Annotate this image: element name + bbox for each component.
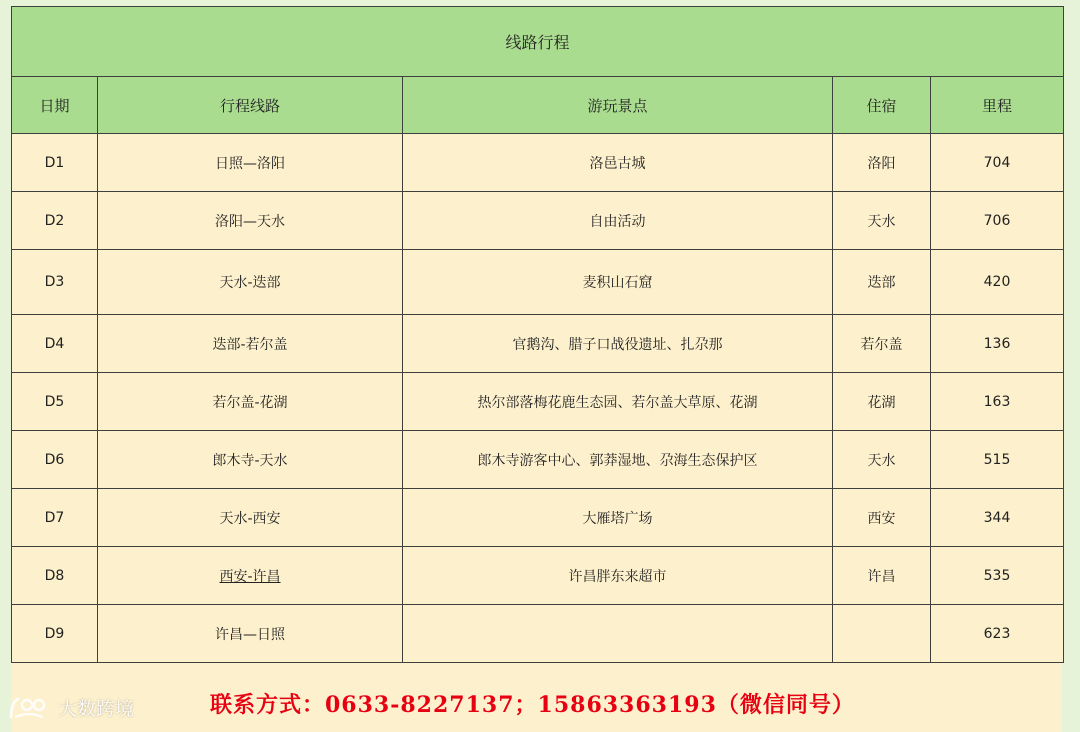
table-row — [12, 489, 1064, 547]
mileage-cell: 344 — [931, 489, 1064, 547]
table-row — [12, 431, 1064, 489]
table-row — [12, 605, 1064, 663]
route-cell: 迭部-若尔盖 — [98, 315, 403, 373]
day-cell: D7 — [12, 489, 98, 547]
day-cell: D6 — [12, 431, 98, 489]
route-cell: 若尔盖-花湖 — [98, 373, 403, 431]
table-row — [12, 134, 1064, 192]
header-route: 行程线路 — [98, 77, 403, 134]
table-row — [12, 315, 1064, 373]
sights-cell: 热尔部落梅花鹿生态园、若尔盖大草原、花湖 — [403, 373, 833, 431]
table-header-row — [12, 77, 1064, 134]
stay-cell: 西安 — [833, 489, 931, 547]
stay-cell: 天水 — [833, 192, 931, 250]
route-cell: 天水-迭部 — [98, 250, 403, 315]
sights-cell — [403, 605, 833, 663]
itinerary-table — [11, 6, 1064, 663]
sights-cell: 郎木寺游客中心、郭莽湿地、尕海生态保护区 — [403, 431, 833, 489]
stay-cell: 天水 — [833, 431, 931, 489]
mileage-cell: 163 — [931, 373, 1064, 431]
sights-cell: 自由活动 — [403, 192, 833, 250]
mileage-cell: 704 — [931, 134, 1064, 192]
route-cell: 洛阳—天水 — [98, 192, 403, 250]
route-cell: 许昌—日照 — [98, 605, 403, 663]
route-cell: 郎木寺-天水 — [98, 431, 403, 489]
sights-cell: 许昌胖东来超市 — [403, 547, 833, 605]
day-cell: D3 — [12, 250, 98, 315]
route-cell — [98, 547, 403, 605]
day-cell: D8 — [12, 547, 98, 605]
stay-cell: 花湖 — [833, 373, 931, 431]
table-row — [12, 547, 1064, 605]
stay-cell: 迭部 — [833, 250, 931, 315]
mileage-cell: 706 — [931, 192, 1064, 250]
stay-cell — [833, 605, 931, 663]
mileage-cell: 535 — [931, 547, 1064, 605]
table-title: 线路行程 — [12, 7, 1064, 77]
stay-cell: 若尔盖 — [833, 315, 931, 373]
watermark-text: 大数跨境 — [58, 698, 135, 720]
header-sights: 游玩景点 — [403, 77, 833, 134]
day-cell: D4 — [12, 315, 98, 373]
mileage-cell: 623 — [931, 605, 1064, 663]
route-cell: 日照—洛阳 — [98, 134, 403, 192]
sights-cell: 洛邑古城 — [403, 134, 833, 192]
route-link[interactable]: 西安-许昌 — [219, 568, 281, 585]
header-date: 日期 — [12, 77, 98, 134]
day-cell: D1 — [12, 134, 98, 192]
day-cell: D9 — [12, 605, 98, 663]
header-stay: 住宿 — [833, 77, 931, 134]
table-row — [12, 192, 1064, 250]
route-cell: 天水-西安 — [98, 489, 403, 547]
mileage-cell: 515 — [931, 431, 1064, 489]
day-cell: D2 — [12, 192, 98, 250]
table-row — [12, 250, 1064, 315]
table-title-row — [12, 7, 1064, 77]
header-mileage: 里程 — [931, 77, 1064, 134]
sights-cell: 官鹅沟、腊子口战役遗址、扎尕那 — [403, 315, 833, 373]
mileage-cell: 136 — [931, 315, 1064, 373]
mileage-cell: 420 — [931, 250, 1064, 315]
sights-cell: 麦积山石窟 — [403, 250, 833, 315]
stay-cell: 许昌 — [833, 547, 931, 605]
day-cell: D5 — [12, 373, 98, 431]
watermark — [8, 694, 134, 721]
contact-info: 联系方式：0633-8227137；15863363193（微信同号） — [210, 692, 855, 718]
sights-cell: 大雁塔广场 — [403, 489, 833, 547]
watermark-logo-icon — [8, 695, 54, 721]
table-row — [12, 373, 1064, 431]
stay-cell: 洛阳 — [833, 134, 931, 192]
